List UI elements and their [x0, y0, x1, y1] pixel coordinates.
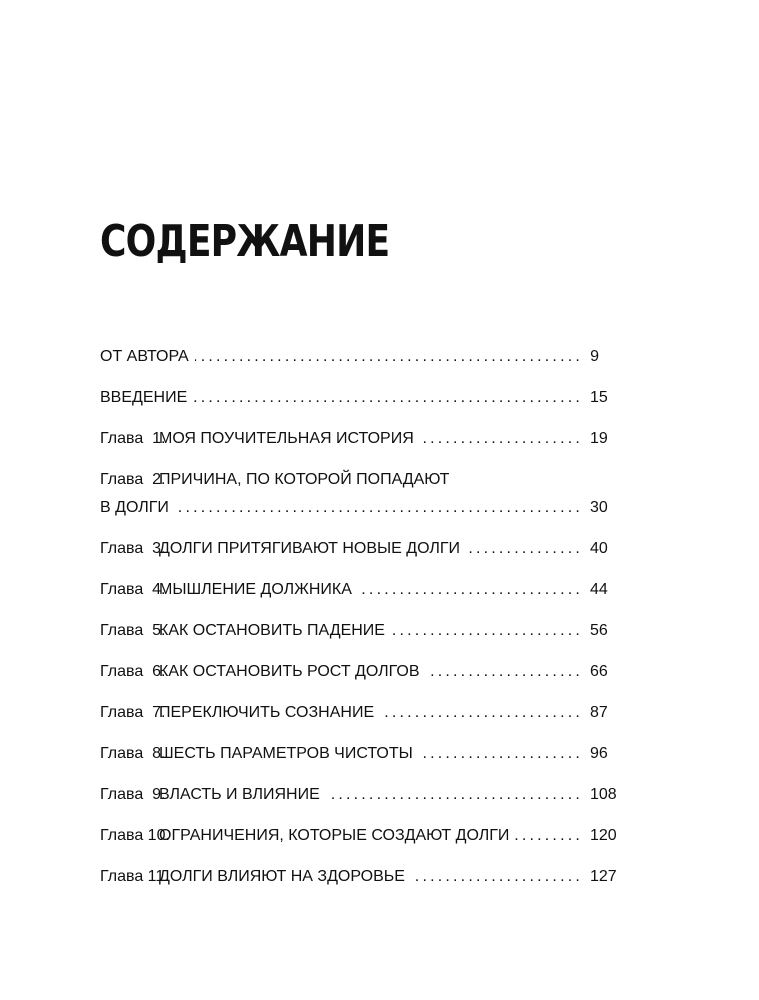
- dot-leader: [175, 494, 583, 522]
- chapter-number: Глава 8.: [100, 745, 166, 762]
- toc-entry: [100, 658, 608, 686]
- toc-entry-title: ОГРАНИЧЕНИЯ, КОТОРЫЕ СОЗДАЮТ ДОЛГИ: [159, 827, 510, 844]
- chapter-number: Глава 1.: [100, 430, 166, 447]
- dot-leader: [195, 343, 583, 371]
- chapter-number: Глава 6.: [100, 663, 166, 680]
- toc-entry: [100, 781, 617, 809]
- toc-entry: [100, 425, 608, 453]
- toc-entry-title: ВВЕДЕНИЕ: [100, 389, 188, 406]
- chapter-number: Глава 3.: [100, 540, 166, 557]
- dot-leader: [358, 576, 583, 604]
- toc-entry: [100, 863, 617, 891]
- dot-leader: [326, 781, 583, 809]
- dot-leader: [419, 740, 583, 768]
- dot-leader: [466, 535, 583, 563]
- toc-entry: [100, 466, 608, 522]
- toc-page-number: 40: [590, 540, 608, 557]
- toc-page-number: 87: [590, 704, 608, 721]
- dot-leader: [426, 658, 583, 686]
- chapter-number: Глава 2.: [100, 471, 166, 488]
- toc-entry: [100, 699, 608, 727]
- table-of-contents: [100, 343, 617, 904]
- dot-leader: [420, 425, 583, 453]
- toc-entry-title: ДОЛГИ ПРИТЯГИВАЮТ НОВЫЕ ДОЛГИ: [159, 540, 461, 557]
- toc-entry-title: КАК ОСТАНОВИТЬ ПАДЕНИЕ: [159, 622, 385, 639]
- toc-page-number: 56: [590, 622, 608, 639]
- toc-entry: [100, 617, 608, 645]
- toc-entry: [100, 576, 608, 604]
- toc-page-number: 9: [590, 348, 599, 365]
- toc-page-number: 15: [590, 389, 608, 406]
- toc-entry-title-continued: В ДОЛГИ: [100, 499, 169, 516]
- toc-page-number: 66: [590, 663, 608, 680]
- dot-leader: [380, 699, 583, 727]
- chapter-number: Глава 9.: [100, 786, 166, 803]
- chapter-number: Глава 10.: [100, 827, 170, 844]
- toc-entry: [100, 384, 608, 412]
- chapter-number: Глава 11.: [100, 868, 169, 885]
- toc-entry-title: КАК ОСТАНОВИТЬ РОСТ ДОЛГОВ: [159, 663, 420, 680]
- toc-page-number: 96: [590, 745, 608, 762]
- dot-leader: [193, 384, 583, 412]
- toc-page-number: 19: [590, 430, 608, 447]
- toc-entry-title: ОТ АВТОРА: [100, 348, 189, 365]
- toc-entry: [100, 740, 608, 768]
- toc-page-number: 120: [590, 827, 617, 844]
- toc-page-number: 127: [590, 868, 617, 885]
- dot-leader: [391, 617, 583, 645]
- toc-entry-title: МОЯ ПОУЧИТЕЛЬНАЯ ИСТОРИЯ: [159, 430, 414, 447]
- chapter-number: Глава 7.: [100, 704, 166, 721]
- toc-entry: [100, 343, 599, 371]
- toc-page-number: 30: [590, 499, 608, 516]
- toc-entry-title: ШЕСТЬ ПАРАМЕТРОВ ЧИСТОТЫ: [159, 745, 413, 762]
- chapter-number: Глава 5.: [100, 622, 166, 639]
- toc-entry-title: ПРИЧИНА, ПО КОТОРОЙ ПОПАДАЮТ: [159, 471, 450, 488]
- toc-entry-title: МЫШЛЕНИЕ ДОЛЖНИКА: [159, 581, 352, 598]
- toc-entry-title: ПЕРЕКЛЮЧИТЬ СОЗНАНИЕ: [159, 704, 375, 721]
- page-title: СОДЕРЖАНИЕ: [100, 216, 390, 267]
- toc-entry-title: ДОЛГИ ВЛИЯЮТ НА ЗДОРОВЬЕ: [159, 868, 405, 885]
- dot-leader: [515, 822, 583, 850]
- toc-entry-title: ВЛАСТЬ И ВЛИЯНИЕ: [159, 786, 320, 803]
- toc-entry: [100, 822, 617, 850]
- toc-page-number: 44: [590, 581, 608, 598]
- toc-entry: [100, 535, 608, 563]
- dot-leader: [411, 863, 583, 891]
- toc-page-number: 108: [590, 786, 617, 803]
- chapter-number: Глава 4.: [100, 581, 166, 598]
